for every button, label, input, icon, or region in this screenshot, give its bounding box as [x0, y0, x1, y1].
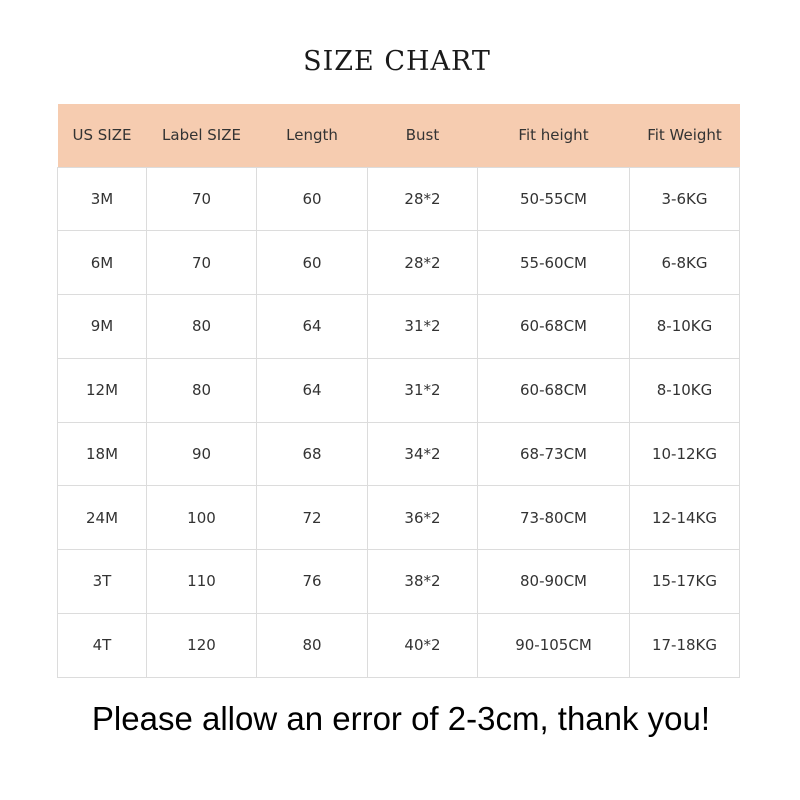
- error-tolerance-note: Please allow an error of 2-3cm, thank you!: [91, 700, 711, 737]
- table-row: [58, 486, 740, 550]
- cell-length: 76: [257, 550, 368, 614]
- cell-length: 60: [257, 167, 368, 231]
- cell-bust: 34*2: [368, 422, 478, 486]
- cell-label-size: 70: [147, 167, 257, 231]
- cell-bust: 28*2: [368, 167, 478, 231]
- cell-us-size: 9M: [58, 295, 147, 359]
- cell-label-size: 80: [147, 295, 257, 359]
- cell-label-size: 110: [147, 550, 257, 614]
- table-row: [58, 613, 740, 677]
- cell-bust: 40*2: [368, 613, 478, 677]
- column-header-fit-height: Fit height: [478, 104, 630, 167]
- cell-label-size: 90: [147, 422, 257, 486]
- cell-fit-height: 90-105CM: [478, 613, 630, 677]
- cell-fit-height: 80-90CM: [478, 550, 630, 614]
- cell-fit-weight: 6-8KG: [630, 231, 740, 295]
- cell-fit-weight: 17-18KG: [630, 613, 740, 677]
- column-header-label-size: Label SIZE: [147, 104, 257, 167]
- column-header-bust: Bust: [368, 104, 478, 167]
- cell-length: 64: [257, 358, 368, 422]
- column-header-fit-weight: Fit Weight: [630, 104, 740, 167]
- cell-us-size: 4T: [58, 613, 147, 677]
- cell-bust: 31*2: [368, 295, 478, 359]
- cell-label-size: 100: [147, 486, 257, 550]
- column-header-us-size: US SIZE: [58, 104, 147, 167]
- cell-fit-height: 68-73CM: [478, 422, 630, 486]
- cell-fit-height: 55-60CM: [478, 231, 630, 295]
- cell-us-size: 12M: [58, 358, 147, 422]
- cell-bust: 28*2: [368, 231, 478, 295]
- cell-fit-weight: 3-6KG: [630, 167, 740, 231]
- size-table: [57, 104, 740, 678]
- cell-label-size: 80: [147, 358, 257, 422]
- cell-fit-height: 60-68CM: [478, 358, 630, 422]
- cell-us-size: 3M: [58, 167, 147, 231]
- table-header-row: [58, 104, 740, 167]
- cell-fit-weight: 12-14KG: [630, 486, 740, 550]
- size-chart-title: SIZE CHART: [303, 46, 491, 77]
- cell-fit-height: 60-68CM: [478, 295, 630, 359]
- cell-bust: 31*2: [368, 358, 478, 422]
- table-row: [58, 167, 740, 231]
- cell-length: 68: [257, 422, 368, 486]
- cell-label-size: 120: [147, 613, 257, 677]
- cell-fit-weight: 8-10KG: [630, 358, 740, 422]
- cell-fit-weight: 10-12KG: [630, 422, 740, 486]
- cell-us-size: 18M: [58, 422, 147, 486]
- cell-length: 64: [257, 295, 368, 359]
- cell-bust: 38*2: [368, 550, 478, 614]
- column-header-length: Length: [257, 104, 368, 167]
- table-row: [58, 295, 740, 359]
- cell-length: 72: [257, 486, 368, 550]
- table-row: [58, 422, 740, 486]
- cell-length: 80: [257, 613, 368, 677]
- cell-us-size: 3T: [58, 550, 147, 614]
- table-row: [58, 550, 740, 614]
- cell-length: 60: [257, 231, 368, 295]
- cell-label-size: 70: [147, 231, 257, 295]
- cell-us-size: 6M: [58, 231, 147, 295]
- cell-fit-height: 50-55CM: [478, 167, 630, 231]
- cell-bust: 36*2: [368, 486, 478, 550]
- cell-fit-height: 73-80CM: [478, 486, 630, 550]
- table-row: [58, 358, 740, 422]
- table-row: [58, 231, 740, 295]
- cell-us-size: 24M: [58, 486, 147, 550]
- cell-fit-weight: 8-10KG: [630, 295, 740, 359]
- cell-fit-weight: 15-17KG: [630, 550, 740, 614]
